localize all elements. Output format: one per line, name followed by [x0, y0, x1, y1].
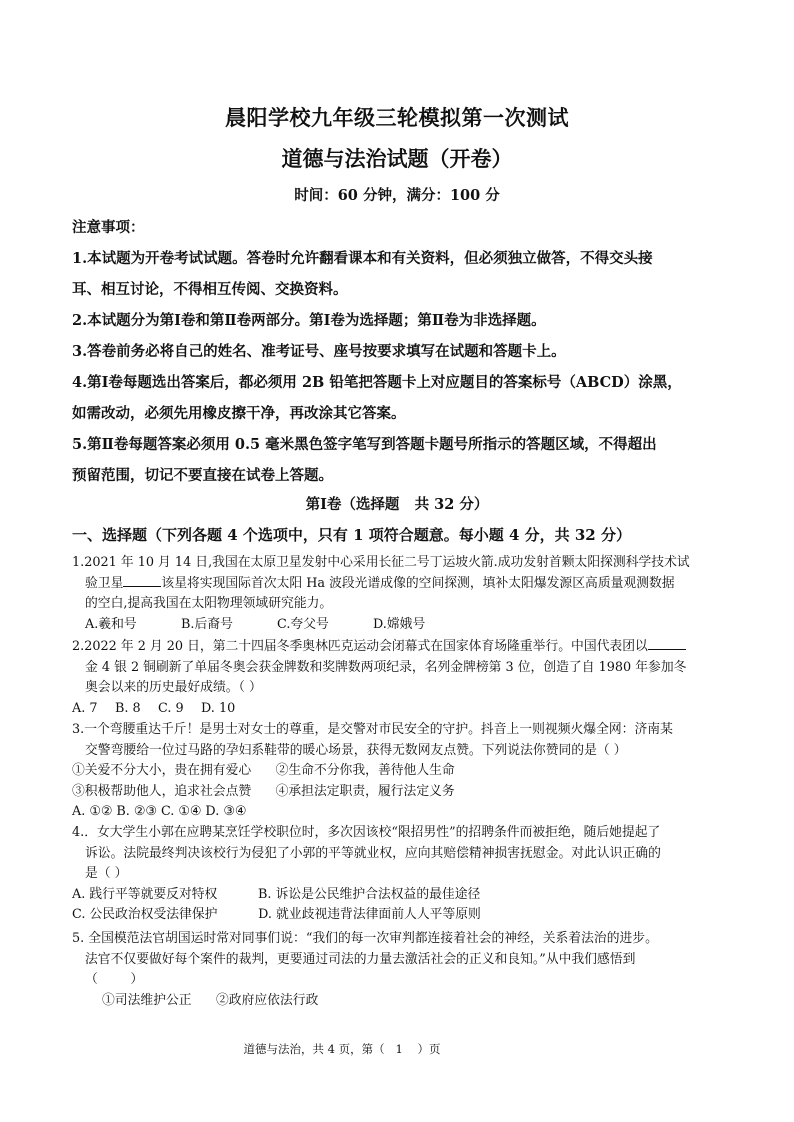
question-1 [72, 553, 732, 635]
question-text: 3.一个弯腰重达千斤！是男士对女士的尊重，是交警对市民安全的守护。抖音上一则视频火爆全网：济南某 [72, 722, 673, 737]
question-text: 1.2021 年 10 月 14 日,我国在太原卫星发射中心采用长征二号丁运坡火箭.成功发射首颗太阳探测科学技术试 [72, 555, 690, 570]
question-text: （ ） [85, 972, 144, 987]
question-text: 是（ ） [85, 866, 128, 881]
option-row [72, 699, 732, 720]
notes-line: 3.答卷前务必将自己的姓名、准考证号、座号按要求填写在试题和答题卡上。 [72, 343, 566, 360]
answer-blank [648, 637, 686, 650]
question-text [72, 574, 732, 595]
statement-row: ③积极帮助他人，追求社会点赞 ④承担法定职责，履行法定义务 [72, 783, 455, 799]
option-row [72, 615, 732, 636]
section-instruction: 一、选择题（下列各题 4 个选项中，只有 1 项符合题意。每小题 4 分，共 32 分） [72, 526, 631, 544]
question-text: 的空白,提高我国在太阳物理领域研究能力。 [85, 596, 333, 611]
question-2 [72, 637, 732, 719]
question-text: 5. 全国模范法官胡国运时常对同事们说：“我们的每一次审判都连接着社会的神经，关系着法治的进步。 [72, 931, 658, 946]
question-3 [72, 720, 732, 823]
option-c: C.夸父号 [277, 616, 329, 632]
answer-blank [123, 574, 161, 587]
question-text: 诉讼。法院最终判决该校行为侵犯了小郭的平等就业权，应向其赔偿精神损害抚慰金。对此认识正确的 [85, 845, 661, 861]
notes-line: 1.本试题为开卷考试试题。答卷时允许翻看课本和有关资料，但必须独立做答，不得交头接 [72, 250, 653, 267]
notes-line: 2.本试题分为第Ⅰ卷和第Ⅱ卷两部分。第Ⅰ卷为选择题；第Ⅱ卷为非选择题。 [72, 312, 546, 329]
option-row: A. ①② B. ②③ C. ①④ D. ③④ [72, 804, 247, 819]
option-b: B.后裔号 [181, 616, 233, 632]
option-d: D. 10 [201, 700, 236, 716]
notes-heading: 注意事项： [72, 219, 145, 236]
notes-section [72, 212, 732, 491]
notes-line: 4.第Ⅰ卷每题选出答案后，都必须用 2B 铅笔把答题卡上对应题目的答案标号（ABCD）涂黑， [72, 374, 682, 391]
notes-line: 如需改动，必须先用橡皮擦干净，再改涂其它答案。 [72, 405, 406, 422]
option-row: A. 践行平等就要反对特权 B. 诉讼是公民维护合法权益的最佳途径 [72, 886, 481, 902]
question-5 [72, 929, 732, 1011]
notes-line: 耳、相互讨论，不得相互传阅、交换资料。 [72, 281, 348, 298]
exam-time-score: 时间：60 分钟，满分：100 分 [294, 187, 500, 204]
option-c: C. 9 [158, 700, 184, 716]
question-text: 交警弯腰给一位过马路的孕妇系鞋带的暖心场景，获得无数网友点赞。下列说法你赞同的是（ ） [85, 742, 627, 758]
option-d: D.嫦娥号 [373, 616, 426, 632]
option-row: C. 公民政治权受法律保护 D. 就业歧视违背法律面前人人平等原则 [72, 907, 481, 922]
statement-row: ①关爱不分大小，贵在拥有爱心 ②生命不分你我，善待他人生命 [72, 763, 455, 778]
exam-subtitle: 道德与法治试题（开卷） [281, 147, 513, 171]
question-text: 4.．女大学生小郭在应聘某烹饪学校职位时，多次因该校“限招男性”的招聘条件而被拒绝，随后她提起了 [72, 825, 661, 840]
option-a: A.羲和号 [85, 616, 137, 632]
question-text: 法官不仅要做好每个案件的裁判，更要通过司法的力量去激活社会的正义和良知。”从中我们感悟到 [85, 951, 636, 967]
statement-row: ①司法维护公正 ②政府应依法行政 [102, 992, 319, 1008]
question-text: 验卫星 [85, 575, 124, 591]
notes-line: 5.第Ⅱ卷每题答案必须用 0.5 毫米黑色签字笔写到答题卡题号所指示的答题区域，不得超出 [72, 436, 657, 453]
option-a: A. 7 [72, 700, 98, 716]
question-text: 该星将实现国际首次太阳 Ha 波段光谱成像的空间探测，填补太阳爆发源区高质量观测数据 [161, 575, 675, 591]
question-text: 奥会以来的历史最好成绩。（ ） [85, 680, 262, 695]
question-text: 金 4 银 2 铜刷新了单届冬奥会获金牌数和奖牌数两项纪录，名列金牌榜第 3 位，创造了自 1980 年参加冬 [85, 659, 687, 675]
exam-title: 晨阳学校九年级三轮模拟第一次测试 [225, 106, 569, 130]
question-4 [72, 823, 732, 926]
question-text [72, 637, 732, 658]
page-footer: 道德与法治，共 4 页，第（ 1 ）页 [243, 1042, 441, 1056]
notes-line: 预留范围，切记不要直接在试卷上答题。 [72, 467, 333, 484]
question-text: 2.2022 年 2 月 20 日，第二十四届冬季奥林匹克运动会闭幕式在国家体育场隆重举行。中国代表团以 [72, 639, 648, 654]
option-b: B. 8 [115, 700, 141, 716]
section-title: 第Ⅰ卷（选择题 共 32 分） [305, 496, 489, 513]
